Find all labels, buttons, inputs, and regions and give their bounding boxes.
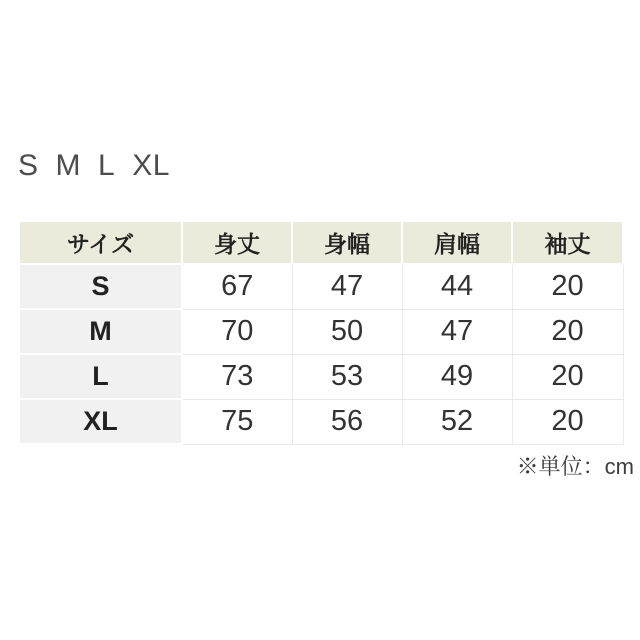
cell-m-sleeve-length: 20 — [512, 309, 623, 354]
cell-xl-body-width: 56 — [292, 399, 402, 444]
cell-s-body-length: 67 — [182, 264, 292, 309]
table-row-xl — [19, 399, 623, 444]
column-header-sleeve-length: 袖丈 — [512, 221, 623, 264]
table-row-s — [19, 264, 623, 309]
size-option-xl: XL — [132, 149, 170, 182]
cell-s-body-width: 47 — [292, 264, 402, 309]
cell-s-sleeve-length: 20 — [512, 264, 623, 309]
cell-xl-sleeve-length: 20 — [512, 399, 623, 444]
row-label-m: M — [19, 309, 182, 354]
column-header-body-length: 身丈 — [182, 221, 292, 264]
table-header-row — [19, 221, 623, 264]
cell-s-shoulder-width: 44 — [402, 264, 512, 309]
row-label-xl: XL — [19, 399, 182, 444]
table-row-m — [19, 309, 623, 354]
size-options-row — [18, 151, 187, 181]
size-chart-table — [18, 220, 624, 445]
cell-l-shoulder-width: 49 — [402, 354, 512, 399]
table-row-l — [19, 354, 623, 399]
row-label-s: S — [19, 264, 182, 309]
cell-l-sleeve-length: 20 — [512, 354, 623, 399]
cell-l-body-length: 73 — [182, 354, 292, 399]
column-header-shoulder-width: 肩幅 — [402, 221, 512, 264]
size-option-l: L — [98, 149, 116, 182]
column-header-body-width: 身幅 — [292, 221, 402, 264]
cell-xl-shoulder-width: 52 — [402, 399, 512, 444]
size-option-m: M — [55, 149, 82, 182]
cell-m-body-length: 70 — [182, 309, 292, 354]
cell-m-body-width: 50 — [292, 309, 402, 354]
cell-m-shoulder-width: 47 — [402, 309, 512, 354]
cell-xl-body-length: 75 — [182, 399, 292, 444]
row-label-l: L — [19, 354, 182, 399]
unit-note: ※単位：cm — [516, 454, 634, 479]
column-header-size: サイズ — [19, 221, 182, 264]
cell-l-body-width: 53 — [292, 354, 402, 399]
size-option-s: S — [18, 149, 39, 182]
